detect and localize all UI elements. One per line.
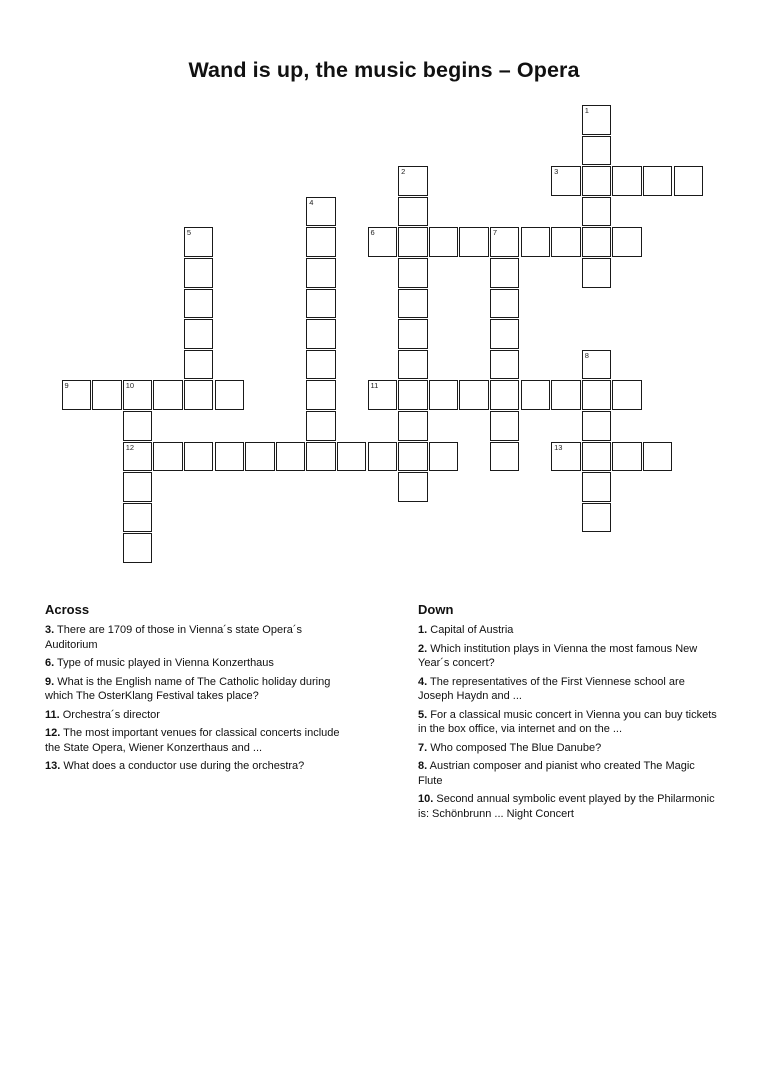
grid-cell[interactable]	[398, 472, 428, 502]
grid-cell[interactable]	[674, 166, 704, 196]
grid-cell[interactable]	[398, 442, 428, 472]
grid-cell[interactable]	[582, 105, 612, 135]
grid-cell[interactable]	[245, 442, 275, 472]
grid-cell[interactable]	[612, 380, 642, 410]
cell-number: 7	[492, 228, 498, 238]
grid-cell[interactable]	[306, 258, 336, 288]
clue-number: 8.	[418, 760, 428, 772]
clue-across-11	[45, 708, 345, 723]
grid-cell[interactable]	[582, 197, 612, 227]
grid-cell[interactable]	[398, 380, 428, 410]
grid-cell[interactable]	[184, 227, 214, 257]
clue-number: 10.	[418, 793, 434, 805]
grid-cell[interactable]	[551, 166, 581, 196]
grid-cell[interactable]	[306, 197, 336, 227]
clue-down-1	[418, 623, 718, 638]
grid-cell[interactable]	[612, 227, 642, 257]
grid-cell[interactable]	[368, 227, 398, 257]
grid-cell[interactable]	[521, 380, 551, 410]
grid-cell[interactable]	[398, 258, 428, 288]
clue-text: Who composed The Blue Danube?	[430, 741, 602, 754]
clue-text: Capital of Austria	[430, 624, 514, 636]
grid-cell[interactable]	[490, 227, 520, 257]
grid-cell[interactable]	[490, 319, 520, 349]
grid-cell[interactable]	[612, 166, 642, 196]
grid-cell[interactable]	[398, 227, 428, 257]
clue-text: Second annual symbolic event played by the Philarmonic is: Schönbrunn ... Night Concert	[418, 793, 715, 820]
grid-cell[interactable]	[459, 227, 489, 257]
cell-number: 10	[125, 381, 135, 391]
grid-cell[interactable]	[62, 380, 92, 410]
clue-text: Type of music played in Vienna Konzerthaus	[57, 657, 274, 669]
grid-cell[interactable]	[582, 227, 612, 257]
grid-cell[interactable]	[398, 166, 428, 196]
clue-text: The most important venues for classical concerts include the State Opera, Wiener Konzerthaus and ...	[45, 727, 340, 754]
clue-number: 9.	[45, 675, 55, 688]
grid-cell[interactable]	[551, 380, 581, 410]
grid-cell[interactable]	[306, 289, 336, 319]
grid-cell[interactable]	[153, 380, 183, 410]
grid-cell[interactable]	[398, 411, 428, 441]
grid-cell[interactable]	[490, 442, 520, 472]
grid-cell[interactable]	[459, 380, 489, 410]
cell-number: 6	[370, 228, 375, 238]
grid-cell[interactable]	[306, 442, 336, 472]
clue-number: 1.	[418, 624, 428, 636]
grid-cell[interactable]	[398, 319, 428, 349]
grid-cell[interactable]	[184, 442, 214, 472]
grid-cell[interactable]	[184, 258, 214, 288]
grid-cell[interactable]	[123, 533, 153, 563]
clue-number: 2.	[418, 642, 428, 655]
grid-cell[interactable]	[337, 442, 367, 472]
clue-across-13	[45, 759, 345, 774]
grid-cell[interactable]	[582, 258, 612, 288]
cell-number: 9	[64, 381, 69, 391]
grid-cell[interactable]	[582, 411, 612, 441]
down-heading: Down	[418, 602, 454, 617]
grid-cell[interactable]	[490, 258, 520, 288]
down-clues	[418, 602, 718, 825]
cell-number: 2	[401, 167, 406, 177]
cell-number: 5	[186, 228, 192, 238]
grid-cell[interactable]	[582, 380, 612, 410]
cell-number: 12	[125, 442, 135, 452]
grid-cell[interactable]	[368, 380, 398, 410]
grid-cell[interactable]	[123, 411, 153, 441]
grid-cell[interactable]	[582, 350, 612, 380]
grid-cell[interactable]	[306, 319, 336, 349]
grid-cell[interactable]	[215, 442, 245, 472]
grid-cell[interactable]	[123, 472, 153, 502]
grid-cell[interactable]	[551, 442, 581, 472]
clue-number: 6.	[45, 657, 55, 669]
across-heading: Across	[45, 602, 90, 617]
clue-down-5	[418, 708, 718, 737]
grid-cell[interactable]	[582, 442, 612, 472]
grid-cell[interactable]	[490, 350, 520, 380]
grid-cell[interactable]	[429, 227, 459, 257]
grid-cell[interactable]	[490, 411, 520, 441]
clue-down-2	[418, 642, 718, 671]
grid-cell[interactable]	[643, 442, 673, 472]
clue-number: 3.	[45, 624, 55, 636]
grid-cell[interactable]	[368, 442, 398, 472]
clue-down-10	[418, 792, 718, 821]
grid-cell[interactable]	[429, 442, 459, 472]
grid-cell[interactable]	[184, 380, 214, 410]
grid-cell[interactable]	[582, 472, 612, 502]
grid-cell[interactable]	[643, 166, 673, 196]
cell-number: 4	[309, 197, 314, 207]
grid-cell[interactable]	[123, 442, 153, 472]
grid-cell[interactable]	[306, 350, 336, 380]
grid-cell[interactable]	[398, 350, 428, 380]
cell-number: 8	[584, 350, 589, 360]
grid-cell[interactable]	[184, 350, 214, 380]
clue-text: What does a conductor use during the orchestra?	[63, 760, 305, 772]
clue-text: What is the English name of The Catholic holiday during which The OsterKlang Festival takes place?	[45, 675, 331, 702]
grid-cell[interactable]	[582, 136, 612, 166]
grid-cell[interactable]	[184, 319, 214, 349]
grid-cell[interactable]	[490, 289, 520, 319]
grid-cell[interactable]	[276, 442, 306, 472]
clue-down-4	[418, 675, 718, 704]
clue-text: The representatives of the First Viennese school are Joseph Haydn and ...	[418, 675, 685, 702]
cell-number: 11	[370, 381, 379, 391]
grid-cell[interactable]	[612, 442, 642, 472]
clue-text: Which institution plays in Vienna the most famous New Year´s concert?	[418, 642, 698, 669]
cell-number: 3	[554, 167, 559, 177]
clue-across-12	[45, 726, 345, 755]
clue-text: Austrian composer and pianist who created The Magic Flute	[418, 760, 695, 787]
grid-cell[interactable]	[153, 442, 183, 472]
grid-cell[interactable]	[184, 289, 214, 319]
grid-cell[interactable]	[215, 380, 245, 410]
clue-number: 4.	[418, 675, 428, 688]
clue-number: 7.	[418, 741, 428, 754]
grid-cell[interactable]	[123, 503, 153, 533]
clue-across-9	[45, 675, 345, 704]
grid-cell[interactable]	[429, 380, 459, 410]
grid-cell[interactable]	[521, 227, 551, 257]
grid-cell[interactable]	[306, 380, 336, 410]
clue-across-6	[45, 656, 345, 671]
clue-number: 13.	[45, 760, 61, 772]
clue-text: Orchestra´s director	[62, 708, 160, 721]
clue-down-7	[418, 741, 718, 756]
grid-cell[interactable]	[551, 227, 581, 257]
clue-down-8	[418, 759, 718, 788]
grid-cell[interactable]	[582, 503, 612, 533]
clue-number: 12.	[45, 727, 61, 739]
clue-text: There are 1709 of those in Vienna´s state Opera´s Auditorium	[45, 624, 303, 651]
clue-number: 11.	[45, 708, 60, 721]
grid-cell[interactable]	[582, 166, 612, 196]
grid-cell[interactable]	[123, 380, 153, 410]
across-clues	[45, 602, 345, 778]
grid-cell[interactable]	[398, 289, 428, 319]
grid-cell[interactable]	[306, 411, 336, 441]
page-title: Wand is up, the music begins – Opera	[188, 58, 580, 82]
grid-cell[interactable]	[306, 227, 336, 257]
clue-number: 5.	[418, 708, 428, 721]
cell-number: 1	[584, 106, 589, 115]
cell-number: 13	[554, 442, 563, 452]
grid-cell[interactable]	[92, 380, 122, 410]
clue-text: For a classical music concert in Vienna you can buy tickets in the box office, via internet and on the ...	[418, 708, 717, 735]
clue-across-3	[45, 623, 345, 652]
grid-cell[interactable]	[490, 380, 520, 410]
grid-cell[interactable]	[398, 197, 428, 227]
